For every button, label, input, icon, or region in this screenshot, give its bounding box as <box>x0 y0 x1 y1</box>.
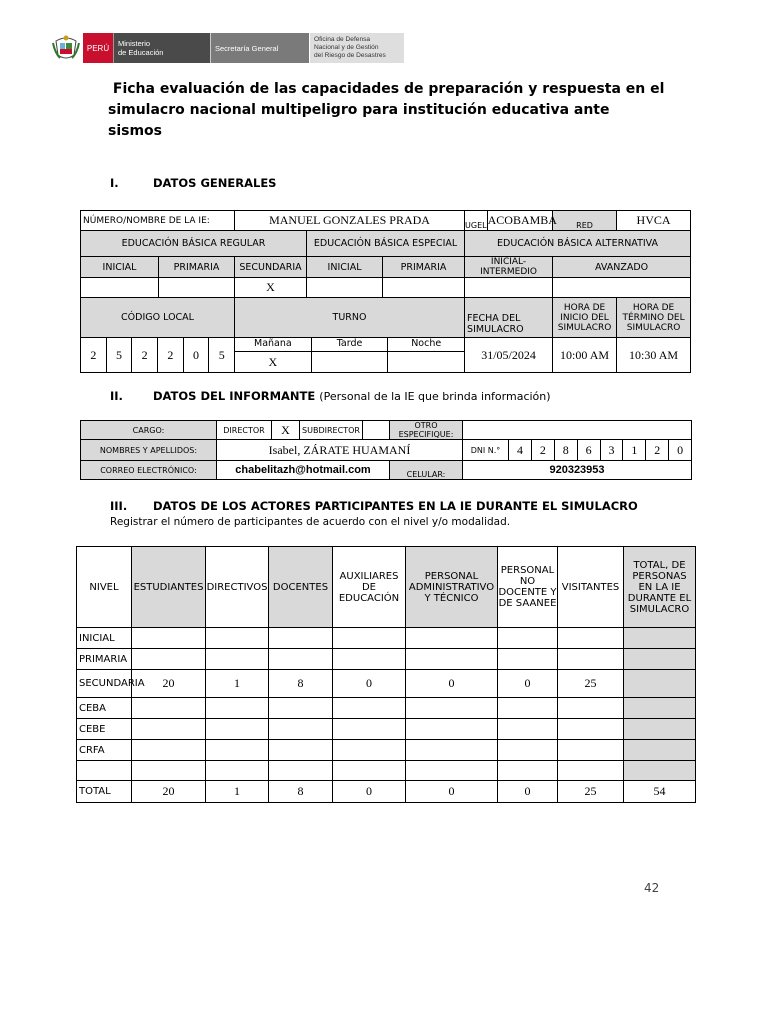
dni-digit[interactable]: 3 <box>601 440 624 460</box>
participant-count-cell[interactable] <box>498 649 558 670</box>
level-mark[interactable] <box>465 278 553 298</box>
participant-count-cell[interactable] <box>333 649 406 670</box>
participant-count-cell[interactable] <box>558 649 624 670</box>
participant-count-cell[interactable] <box>558 719 624 740</box>
red-field[interactable]: HVCA <box>617 211 691 231</box>
participant-count-cell[interactable] <box>333 719 406 740</box>
level-header: INICIAL <box>307 257 383 278</box>
codigo-label: CÓDIGO LOCAL <box>81 298 235 338</box>
red-label: RED <box>553 211 617 231</box>
office-line2: Nacional y de Gestión <box>314 44 379 51</box>
turno-option: Noche <box>411 338 442 349</box>
participant-count-cell[interactable] <box>333 761 406 781</box>
ugel-field[interactable]: ACOBAMBA <box>487 213 557 227</box>
participant-count-cell[interactable] <box>132 740 206 761</box>
document-title-text: Ficha evaluación de las capacidades de preparación y respuesta en el simulacro nacional multipeligro para institución educativa ante sismos <box>108 81 665 139</box>
section2-number: II. <box>110 389 123 403</box>
level-header: INICIAL <box>81 257 159 278</box>
row-level-label: PRIMARIA <box>77 649 132 670</box>
ministry-line1: Ministerio <box>118 39 151 48</box>
level-mark[interactable] <box>81 278 159 298</box>
participant-count-cell[interactable]: 0 <box>333 781 406 803</box>
participant-count-cell[interactable] <box>624 698 696 719</box>
director-label: DIRECTOR <box>217 421 272 440</box>
participant-count-cell[interactable]: 20 <box>132 781 206 803</box>
participant-count-cell[interactable] <box>498 761 558 781</box>
celular-field[interactable]: 920323953 <box>463 461 692 480</box>
secretaria-label: Secretaría General <box>210 33 309 63</box>
nombres-field[interactable]: Isabel, ZÁRATE HUAMANÍ <box>217 440 463 461</box>
turno-option: Tarde <box>312 338 389 351</box>
section1-title: DATOS GENERALES <box>153 176 277 190</box>
col-header: DIRECTIVOS <box>206 547 269 628</box>
ugel-label: UGEL <box>465 211 488 230</box>
participant-count-cell[interactable] <box>558 761 624 781</box>
dni-digit[interactable]: 1 <box>623 440 646 460</box>
row-level-label: SECUNDARIA <box>77 670 132 698</box>
participant-count-cell[interactable] <box>406 649 498 670</box>
section1-number: I. <box>110 176 119 190</box>
col-header: ESTUDIANTES <box>132 547 206 628</box>
correo-field[interactable]: chabelitazh@hotmail.com <box>217 461 390 480</box>
office-line3: del Riesgo de Desastres <box>314 52 386 59</box>
dni-digit[interactable]: 2 <box>646 440 669 460</box>
row-level-label: TOTAL <box>77 781 132 803</box>
participant-count-cell[interactable]: 0 <box>406 781 498 803</box>
codigo-digit: 2 <box>132 338 158 372</box>
row-level-label: INICIAL <box>77 628 132 649</box>
participant-count-cell[interactable]: 1 <box>206 670 269 698</box>
turno-label: TURNO <box>235 298 465 338</box>
codigo-local-field[interactable] <box>81 338 235 373</box>
dni-digit[interactable]: 2 <box>532 440 555 460</box>
participant-count-cell[interactable]: 54 <box>624 781 696 803</box>
participant-count-cell[interactable] <box>624 628 696 649</box>
participant-count-cell[interactable]: 0 <box>333 670 406 698</box>
peru-label: PERÚ <box>83 33 113 63</box>
level-header: SECUNDARIA <box>235 257 307 278</box>
table-row <box>77 628 696 649</box>
participant-count-cell[interactable] <box>624 761 696 781</box>
participant-count-cell[interactable] <box>498 628 558 649</box>
codigo-digit: 5 <box>218 347 225 362</box>
otro-field[interactable] <box>463 421 692 440</box>
participant-count-cell[interactable] <box>206 740 269 761</box>
table-row <box>77 740 696 761</box>
dni-label: DNI N.° <box>463 440 509 460</box>
participant-count-cell[interactable] <box>406 761 498 781</box>
col-header: PERSONAL NO DOCENTE Y DE SAANEE <box>498 547 558 628</box>
col-header: AUXILIARES DE EDUCACIÓN <box>333 547 406 628</box>
level-mark[interactable] <box>159 278 235 298</box>
fecha-field[interactable]: 31/05/2024 <box>465 338 553 373</box>
participant-count-cell[interactable]: 0 <box>406 670 498 698</box>
ugel-cell <box>465 211 557 231</box>
table-row <box>77 698 696 719</box>
table-row <box>77 649 696 670</box>
row-level-label: CEBA <box>77 698 132 719</box>
participant-count-cell[interactable] <box>558 628 624 649</box>
participant-count-cell[interactable] <box>624 740 696 761</box>
participants-table <box>76 546 696 803</box>
col-header: NIVEL <box>77 547 132 628</box>
participant-count-cell[interactable] <box>558 698 624 719</box>
table-row <box>77 761 696 781</box>
participant-count-cell[interactable] <box>406 719 498 740</box>
participant-count-cell[interactable] <box>206 649 269 670</box>
ebe-header: EDUCACIÓN BÁSICA ESPECIAL <box>307 231 465 257</box>
participant-count-cell[interactable] <box>333 628 406 649</box>
coat-of-arms-icon <box>52 33 80 63</box>
participant-count-cell[interactable] <box>498 719 558 740</box>
participant-count-cell[interactable] <box>269 761 333 781</box>
participant-count-cell[interactable]: 0 <box>498 781 558 803</box>
dni-digit[interactable]: 8 <box>555 440 578 460</box>
table-row <box>77 719 696 740</box>
section3-subtitle: Registrar el número de participantes de acuerdo con el nivel y/o modalidad. <box>110 516 511 528</box>
codigo-digit: 2 <box>81 338 107 372</box>
ebr-header: EDUCACIÓN BÁSICA REGULAR <box>81 231 307 257</box>
section2-note: (Personal de la IE que brinda información) <box>319 390 551 403</box>
participant-count-cell[interactable] <box>269 628 333 649</box>
section3-title: DATOS DE LOS ACTORES PARTICIPANTES EN LA IE DURANTE EL SIMULACRO <box>153 499 638 513</box>
participant-count-cell[interactable] <box>132 698 206 719</box>
codigo-digit: 2 <box>158 338 184 372</box>
office-line1: Oficina de Defensa <box>314 36 371 43</box>
dni-cell <box>463 440 692 461</box>
participant-count-cell[interactable]: 20 <box>132 670 206 698</box>
subdirector-label: SUBDIRECTOR <box>300 421 363 440</box>
participant-count-cell[interactable] <box>132 719 206 740</box>
dni-digit[interactable]: 0 <box>677 442 684 457</box>
dni-digit[interactable]: 4 <box>509 440 532 460</box>
turno-mark[interactable] <box>388 352 464 372</box>
eba-header: EDUCACIÓN BÁSICA ALTERNATIVA <box>465 231 691 257</box>
row-level-label: CRFA <box>77 740 132 761</box>
codigo-digit: 5 <box>107 338 133 372</box>
participant-count-cell[interactable] <box>624 649 696 670</box>
turno-option: Mañana <box>235 338 312 351</box>
general-data-table <box>80 210 691 373</box>
otro-label: OTRO ESPECIFIQUE: <box>390 421 463 440</box>
nombres-label: NOMBRES Y APELLIDOS: <box>81 440 217 461</box>
ministry-label <box>113 33 210 63</box>
participant-count-cell[interactable] <box>206 719 269 740</box>
level-header: INICIAL-INTERMEDIO <box>465 257 553 278</box>
hora-fin-field[interactable]: 10:30 AM <box>617 338 691 373</box>
participant-count-cell[interactable] <box>406 628 498 649</box>
level-mark[interactable]: X <box>235 278 307 298</box>
participant-count-cell[interactable] <box>269 649 333 670</box>
level-mark[interactable] <box>383 278 465 298</box>
participant-count-cell[interactable] <box>269 698 333 719</box>
col-header: PERSONAL ADMINISTRATIVO Y TÉCNICO <box>406 547 498 628</box>
participant-count-cell[interactable] <box>333 740 406 761</box>
participant-count-cell[interactable] <box>624 719 696 740</box>
level-header: PRIMARIA <box>159 257 235 278</box>
participant-count-cell[interactable] <box>132 761 206 781</box>
participant-count-cell[interactable] <box>269 740 333 761</box>
section2-title: DATOS DEL INFORMANTE <box>153 389 316 403</box>
document-title <box>108 79 668 142</box>
col-header: VISITANTES <box>558 547 624 628</box>
correo-label: CORREO ELECTRÓNICO: <box>81 461 217 480</box>
turno-mark[interactable] <box>312 352 389 372</box>
hora-inicio-label: HORA DE INICIO DEL SIMULACRO <box>553 298 617 338</box>
level-header: AVANZADO <box>553 257 691 278</box>
level-mark[interactable] <box>307 278 383 298</box>
header-banner <box>52 33 404 63</box>
participant-count-cell[interactable] <box>406 740 498 761</box>
participant-count-cell[interactable]: 8 <box>269 781 333 803</box>
page-number: 42 <box>644 881 660 895</box>
col-header: DOCENTES <box>269 547 333 628</box>
informant-table <box>80 420 692 480</box>
participant-count-cell[interactable] <box>558 740 624 761</box>
dni-digit[interactable]: 6 <box>578 440 601 460</box>
ie-label: NÚMERO/NOMBRE DE LA IE: <box>81 211 235 231</box>
hora-inicio-field[interactable]: 10:00 AM <box>553 338 617 373</box>
ministry-line2: de Educación <box>118 48 164 57</box>
participant-count-cell[interactable]: 0 <box>498 670 558 698</box>
table-row <box>77 670 696 698</box>
participant-count-cell[interactable] <box>132 628 206 649</box>
participant-count-cell[interactable]: 1 <box>206 781 269 803</box>
participant-count-cell[interactable] <box>333 698 406 719</box>
hora-fin-label: HORA DE TÉRMINO DEL SIMULACRO <box>617 298 691 338</box>
participant-count-cell[interactable]: 25 <box>558 781 624 803</box>
fecha-label: FECHA DEL SIMULACRO <box>465 298 553 338</box>
participant-count-cell[interactable] <box>624 670 696 698</box>
section2-heading <box>153 389 551 403</box>
section3-number: III. <box>110 499 128 513</box>
participant-count-cell[interactable] <box>206 628 269 649</box>
level-header: PRIMARIA <box>383 257 465 278</box>
row-level-label <box>77 761 132 781</box>
participant-count-cell[interactable] <box>406 698 498 719</box>
office-label <box>309 33 404 63</box>
turno-field <box>235 338 465 373</box>
row-level-label: CEBE <box>77 719 132 740</box>
participant-count-cell[interactable] <box>269 719 333 740</box>
level-mark[interactable] <box>553 278 691 298</box>
director-checkbox[interactable]: X <box>272 421 300 440</box>
turno-mark[interactable]: X <box>235 352 312 372</box>
participant-count-cell[interactable] <box>132 649 206 670</box>
table-row <box>77 781 696 803</box>
participant-count-cell[interactable] <box>206 761 269 781</box>
participant-count-cell[interactable]: 8 <box>269 670 333 698</box>
codigo-digit: 0 <box>184 338 210 372</box>
participant-count-cell[interactable]: 25 <box>558 670 624 698</box>
participant-count-cell[interactable] <box>498 698 558 719</box>
col-header: TOTAL, DE PERSONAS EN LA IE DURANTE EL SIMULACRO <box>624 547 696 628</box>
participant-count-cell[interactable] <box>206 698 269 719</box>
cargo-label: CARGO: <box>81 421 217 440</box>
celular-label: CELULAR: <box>390 461 463 480</box>
subdirector-checkbox[interactable] <box>363 421 390 440</box>
participant-count-cell[interactable] <box>498 740 558 761</box>
ie-name-field[interactable]: MANUEL GONZALES PRADA <box>235 211 465 231</box>
